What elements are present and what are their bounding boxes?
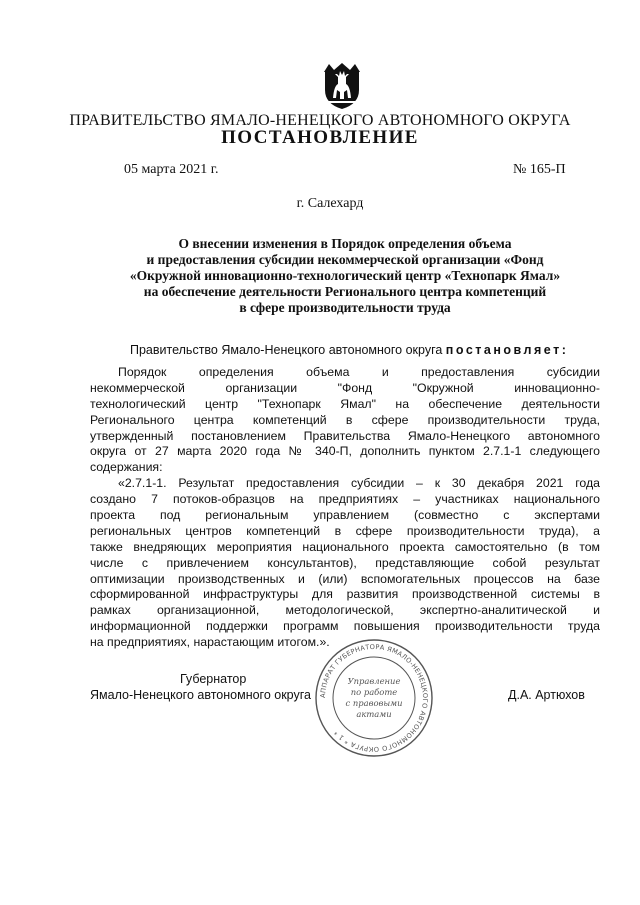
body-line: оптимизации производственных и (или) вспомогательных процессов на базе	[90, 571, 600, 586]
preamble-text: Правительство Ямало-Ненецкого автономного округа	[130, 343, 443, 357]
resolution-body	[90, 365, 600, 651]
body-line: также внедряющих мероприятия национального проекта самостоятельно (в том	[90, 539, 600, 554]
body-line: на предприятиях, нарастающим итогом.».	[90, 635, 330, 650]
preamble-verb: постановляет:	[445, 343, 569, 357]
body-line: округа от 27 марта 2020 года № 340-П, дополнить пунктом 2.7.1-1 следующего	[90, 444, 600, 459]
signatory-region: Ямало-Ненецкого автономного округа	[90, 688, 311, 702]
stamp-inner-line: по работе	[350, 687, 398, 697]
subject-line: «Окружной инновационно-технологический центр «Технопарк Ямал»	[129, 268, 561, 283]
document-subject	[90, 236, 600, 316]
preamble	[130, 343, 568, 357]
document-date: 05 марта 2021 г.	[124, 162, 219, 177]
stamp-inner-line: актами	[356, 709, 392, 719]
body-line: содержания:	[90, 460, 163, 475]
signatory-name: Д.А. Артюхов	[508, 688, 585, 702]
document-type: ПОСТАНОВЛЕНИЕ	[221, 127, 419, 148]
body-line: утвержденный постановлением Правительства Ямало-Ненецкого автономного	[90, 428, 600, 443]
body-line: Регионального центра компетенций в сфере производительности труда,	[90, 412, 600, 427]
body-line: создано 7 потоков-образцов на предприятиях – участниках национального	[90, 492, 600, 507]
subject-line: О внесении изменения в Порядок определения объема	[178, 236, 512, 251]
body-line: технологический центр "Технопарк Ямал" на обеспечение деятельности	[90, 396, 600, 411]
emblem-icon	[321, 62, 363, 110]
official-stamp	[312, 636, 436, 760]
stamp-ring-text: АППАРАТ ГУБЕРНАТОРА ЯМАЛО-НЕНЕЦКОГО АВТОНОМНОГО ОКРУГА * 1 *	[318, 642, 430, 754]
government-name: ПРАВИТЕЛЬСТВО ЯМАЛО-НЕНЕЦКОГО АВТОНОМНОГО ОКРУГА	[69, 112, 571, 129]
signatory-title: Губернатор	[180, 672, 247, 686]
document-number: № 165-П	[513, 162, 566, 177]
body-line: некоммерческой организации "Фонд "Окружной инновационно-	[90, 380, 600, 395]
body-line: Порядок определения объема и предоставления субсидии	[118, 365, 600, 379]
body-line: рамках организационной, методологической, экспертно-аналитической и	[90, 603, 600, 618]
body-line: числе с привлечением консультантов), представляющие собой результат	[90, 555, 600, 570]
body-line: проекта под региональным управлением (совместно с экспертами	[90, 508, 600, 523]
stamp-inner-line: Управление	[347, 676, 401, 686]
body-line: информационной поддержки программ повышения производительности труда	[90, 619, 600, 634]
body-line: региональных центров компетенций в сфере производительности труда), а	[90, 523, 600, 538]
body-line: сформированной инфраструктуры для развития производственной системы в	[90, 587, 600, 602]
body-line: «2.7.1-1. Результат предоставления субсидии – к 30 декабря 2021 года	[118, 476, 600, 491]
stamp-inner-line: с правовыми	[345, 698, 403, 708]
subject-line: в сфере производительности труда	[239, 300, 451, 315]
document-city: г. Салехард	[296, 196, 364, 211]
subject-line: на обеспечение деятельности Регионального центра компетенций	[143, 284, 547, 299]
subject-line: и предоставления субсидии некоммерческой организации «Фонд	[146, 252, 544, 267]
